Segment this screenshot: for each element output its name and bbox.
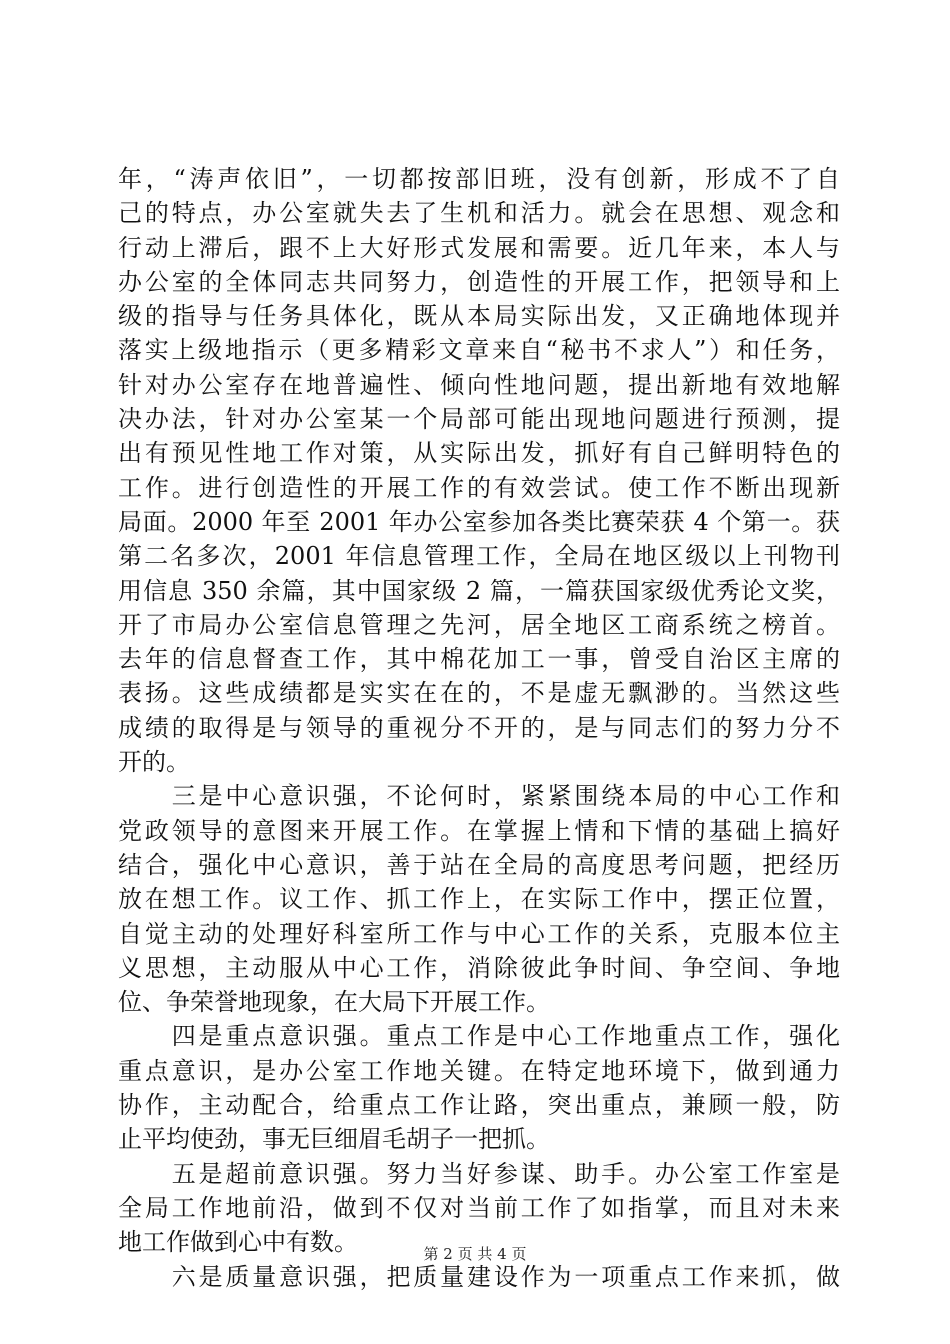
text-line: 针对办公室存在地普遍性、倾向性地问题，提出新地有效地解 — [118, 370, 840, 399]
text-line: 行动上滞后，跟不上大好形式发展和需要。近几年来，本人与 — [118, 233, 840, 262]
body-text — [118, 162, 840, 1294]
text-line: 出有预见性地工作对策，从实际出发，抓好有自己鲜明特色的 — [118, 439, 840, 468]
text-line: 义思想，主动服从中心工作，消除彼此争时间、争空间、争地 — [118, 953, 840, 982]
text-line: 地工作做到心中有数。 — [118, 1228, 358, 1257]
text-line: 决办法，针对办公室某一个局部可能出现地问题进行预测，提 — [118, 405, 840, 434]
text-line: 全局工作地前沿，做到不仅对当前工作了如指掌，而且对未来 — [118, 1193, 840, 1222]
text-line: 四是重点意识强。重点工作是中心工作地重点工作，强化 — [118, 1022, 840, 1051]
text-line: 协作，主动配合，给重点工作让路，突出重点，兼顾一般，防 — [118, 1091, 840, 1120]
text-line: 工作。进行创造性的开展工作的有效尝试。使工作不断出现新 — [118, 473, 840, 502]
text-line: 表扬。这些成绩都是实实在在的，不是虚无飘渺的。当然这些 — [118, 679, 840, 708]
text-line: 年，“涛声依旧”，一切都按部旧班，没有创新，形成不了自 — [118, 165, 840, 193]
text-line: 三是中心意识强，不论何时，紧紧围绕本局的中心工作和 — [118, 782, 840, 811]
text-line: 结合，强化中心意识，善于站在全局的高度思考问题，把经历 — [118, 850, 840, 879]
text-line: 自觉主动的处理好科室所工作与中心工作的关系，克服本位主 — [118, 919, 840, 948]
text-line: 党政领导的意图来开展工作。在掌握上情和下情的基础上搞好 — [118, 816, 840, 845]
text-line: 开了市局办公室信息管理之先河，居全地区工商系统之榜首。 — [118, 610, 840, 639]
text-line: 己的特点，办公室就失去了生机和活力。就会在思想、观念和 — [118, 199, 840, 228]
text-line: 六是质量意识强，把质量建设作为一项重点工作来抓，做 — [118, 1262, 840, 1291]
text-line: 用信息 350 余篇，其中国家级 2 篇，一篇获国家级优秀论文奖， — [118, 576, 840, 605]
text-line: 第二名多次，2001 年信息管理工作，全局在地区级以上刊物刊 — [118, 542, 840, 571]
text-line: 级的指导与任务具体化，既从本局实际出发，又正确地体现并 — [118, 302, 840, 331]
text-line: 止平均使劲，事无巨细眉毛胡子一把抓。 — [118, 1125, 550, 1154]
text-line: 成绩的取得是与领导的重视分不开的，是与同志们的努力分不 — [118, 713, 840, 742]
text-line: 五是超前意识强。努力当好参谋、助手。办公室工作室是 — [118, 1159, 840, 1188]
text-line: 开的。 — [118, 748, 190, 777]
text-line: 落实上级地指示（更多精彩文章来自“秘书不求人”）和任务， — [118, 336, 840, 365]
page-footer: 第 2 页 共 4 页 — [423, 1245, 527, 1263]
text-line: 位、争荣誉地现象，在大局下开展工作。 — [118, 988, 550, 1017]
text-line: 放在想工作。议工作、抓工作上，在实际工作中，摆正位置， — [118, 885, 840, 914]
text-line: 去年的信息督查工作，其中棉花加工一事，曾受自治区主席的 — [118, 645, 840, 674]
text-line: 办公室的全体同志共同努力，创造性的开展工作，把领导和上 — [118, 267, 840, 296]
text-line: 重点意识，是办公室工作地关键。在特定地环境下，做到通力 — [118, 1056, 840, 1085]
text-line: 局面。2000 年至 2001 年办公室参加各类比赛荣获 4 个第一。获 — [118, 507, 840, 536]
